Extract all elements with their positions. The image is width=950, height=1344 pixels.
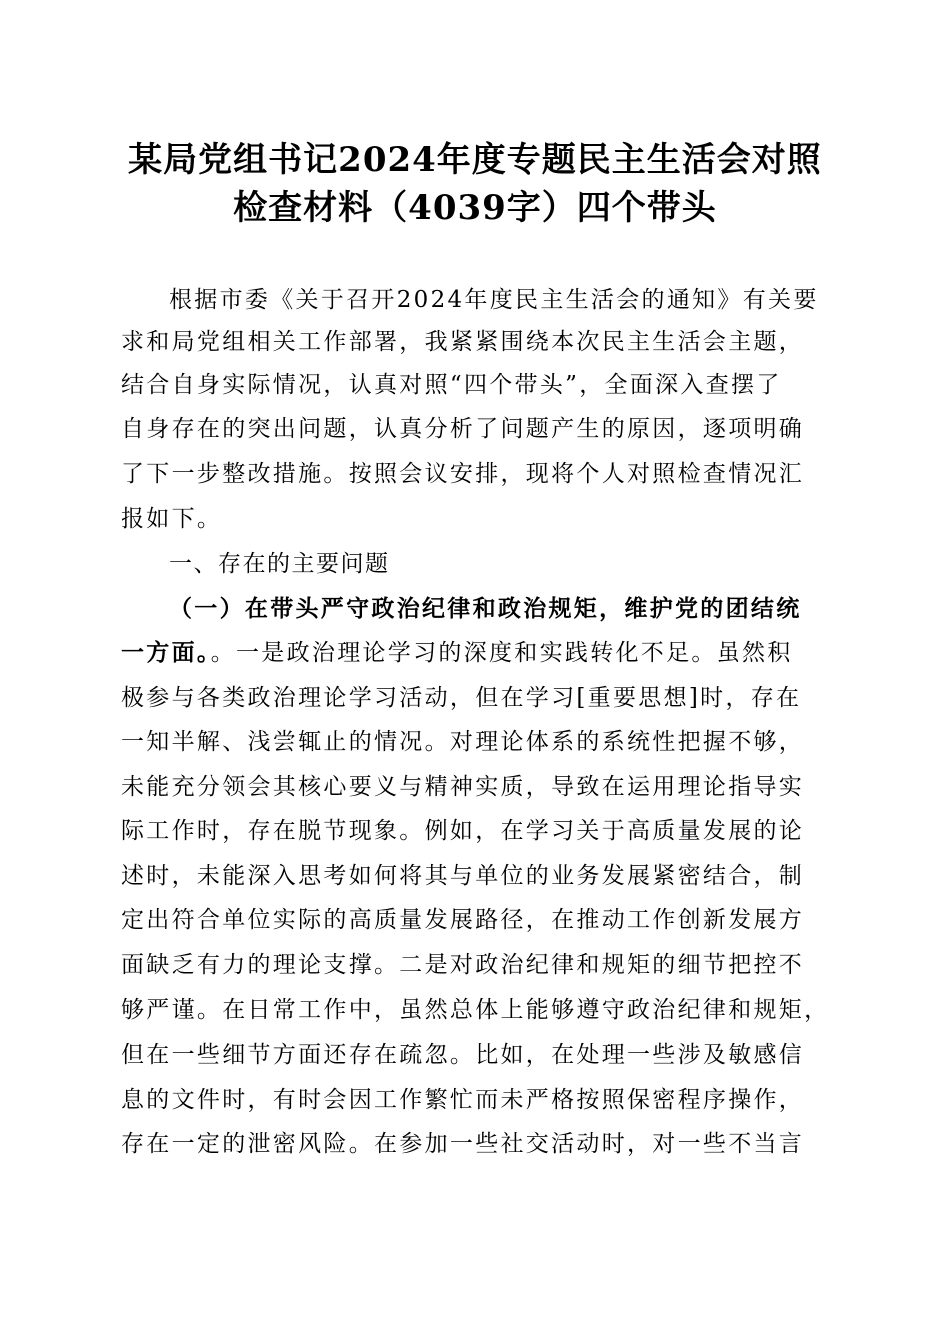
intro-line: 根据市委《关于召开2024年度民主生活会的通知》有关要 [169,287,819,313]
body-line: 定出符合单位实际的高质量发展路径，在推动工作创新发展方 [121,907,805,933]
body-line: 述时，未能深入思考如何将其与单位的业务发展紧密结合，制 [121,863,805,889]
body-line: 息的文件时，有时会因工作繁忙而未严格按照保密程序操作， [121,1087,805,1113]
sub-heading: （一）在带头严守政治纪律和政治规矩，维护党的团结统 [169,595,802,622]
document-title-line-2: 检查材料（4039字）四个带头 [233,188,717,228]
section-heading: 一、存在的主要问题 [169,551,390,577]
document-title-line-1: 某局党组书记2024年度专题民主生活会对照 [128,140,822,180]
body-line-with-heading-end [121,636,841,670]
intro-line: 自身存在的突出问题，认真分析了问题产生的原因，逐项明确 [121,416,805,442]
body-text: 。一是政治理论学习的深度和实践转化不足。虽然积 [210,640,793,666]
body-line: 但在一些细节方面还存在疏忽。比如，在处理一些涉及敏感信 [121,1042,805,1068]
intro-line: 报如下。 [121,506,223,532]
body-line: 极参与各类政治理论学习活动，但在学习[重要思想]时，存在 [121,685,802,711]
intro-line: 了下一步整改措施。按照会议安排，现将个人对照检查情况汇 [121,461,805,487]
body-line: 面缺乏有力的理论支撑。二是对政治纪律和规矩的细节把控不 [121,952,805,978]
intro-line: 求和局党组相关工作部署，我紧紧围绕本次民主生活会主题， [121,329,805,355]
body-line: 存在一定的泄密风险。在参加一些社交活动时，对一些不当言 [121,1131,805,1157]
sub-heading-end: 一方面。 [121,639,211,666]
intro-line: 结合自身实际情况，认真对照“四个带头”，全面深入查摆了 [121,372,782,398]
body-line: 一知半解、浅尝辄止的情况。对理论体系的系统性把握不够， [121,729,805,755]
body-line: 够严谨。在日常工作中，虽然总体上能够遵守政治纪律和规矩， [121,997,830,1023]
body-line: 际工作时，存在脱节现象。例如，在学习关于高质量发展的论 [121,818,805,844]
body-line: 未能充分领会其核心要义与精神实质，导致在运用理论指导实 [121,774,805,800]
